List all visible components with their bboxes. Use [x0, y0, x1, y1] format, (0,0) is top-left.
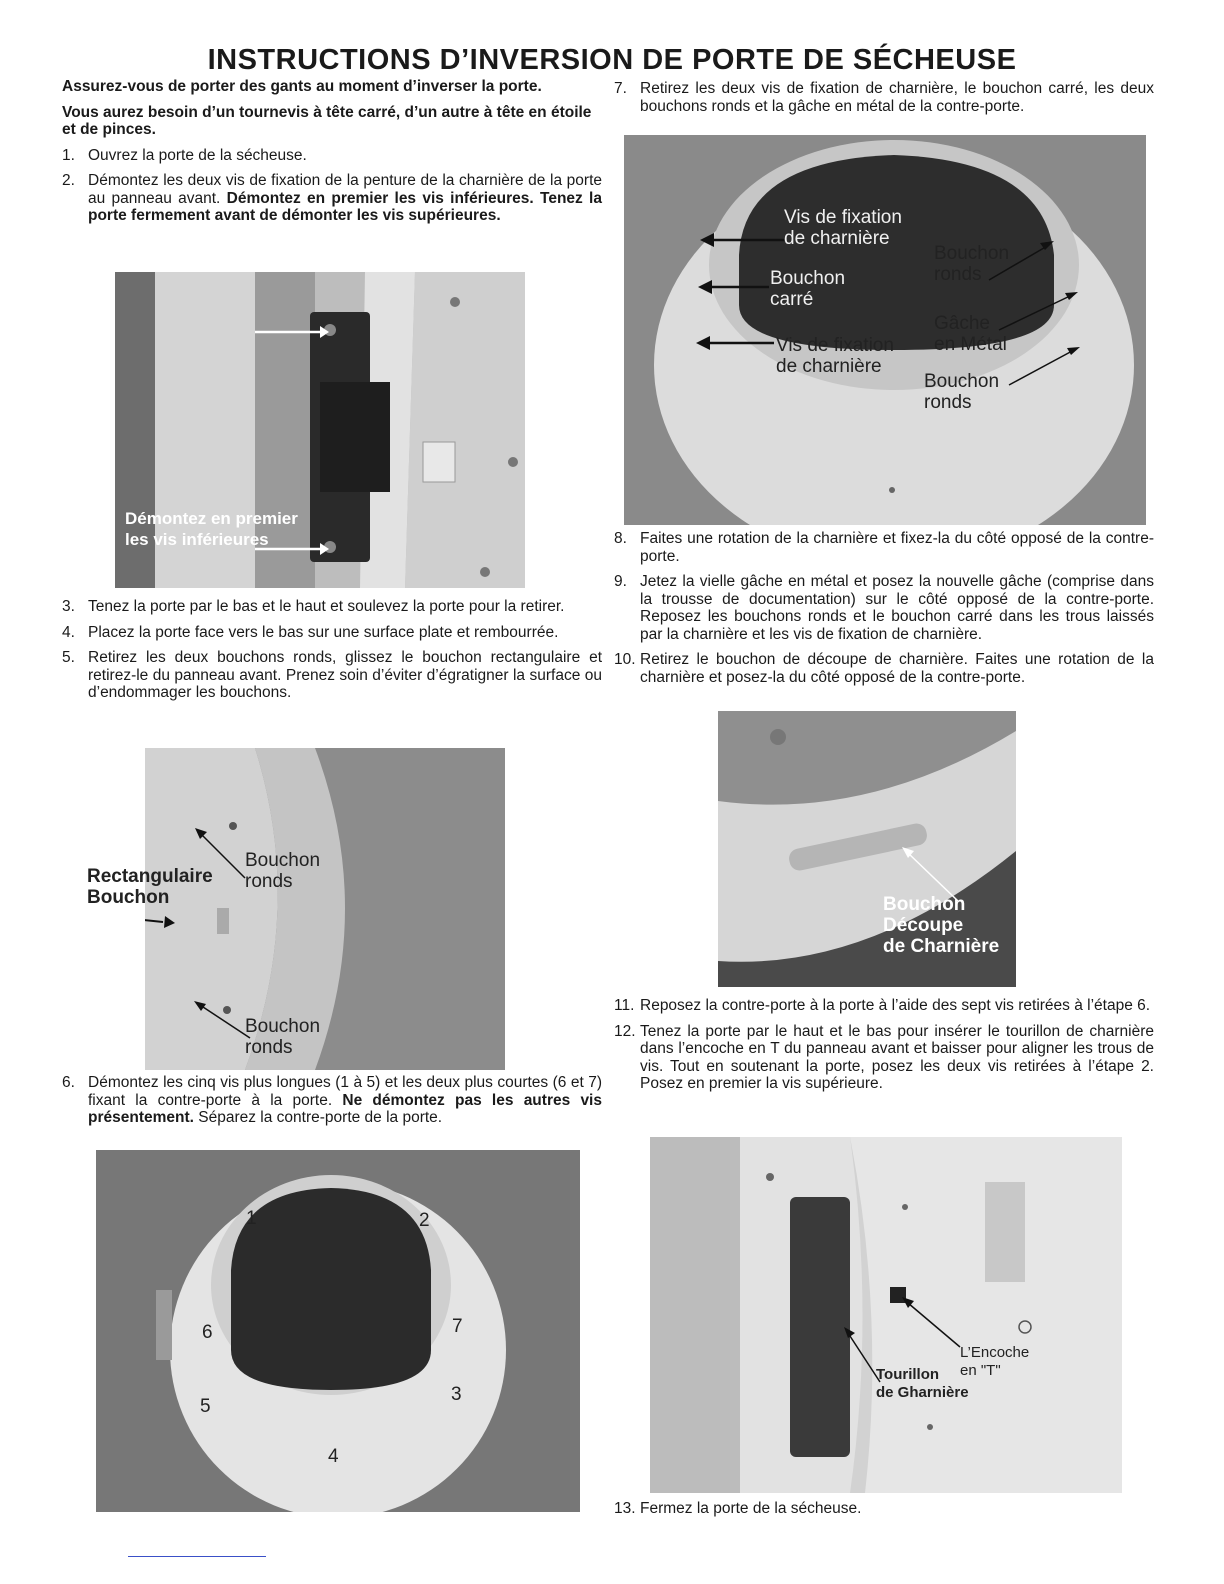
step-number: 5. [62, 649, 75, 666]
step-text: Retirez les deux bouchons ronds, glissez le bouchon rectangulaire et retirez-le du panneau avant. Prenez soin d’éviter d’égratigner la surface ou d’endommager les bouchons. [88, 649, 602, 701]
label-line: Gâche [934, 313, 990, 334]
label-line: de charnière [784, 228, 890, 249]
inner-door-screws-photo [96, 1150, 580, 1512]
label-line: de Gharnière [876, 1384, 969, 1401]
rectangular-plug-label [87, 866, 213, 908]
right-column-top [614, 80, 1154, 123]
hinge-screws-photo [115, 272, 525, 588]
hinge-screws-bottom-label [776, 335, 894, 377]
step-number: 8. [614, 530, 627, 547]
step-10 [614, 651, 1154, 686]
inner-door-hardware-photo [624, 135, 1146, 525]
label-line: Bouchon [883, 894, 966, 915]
screw-number-7: 7 [452, 1316, 463, 1337]
round-plugs-bottom-label [245, 1016, 320, 1058]
step-9 [614, 573, 1154, 643]
left-column-low [62, 1074, 602, 1135]
step-7 [614, 80, 1154, 115]
step-text-bold: Démontez en premier les vis inférieures. Tenez la porte fermement avant de démonter les vis supérieures. [88, 189, 602, 224]
screw-number-5: 5 [200, 1396, 211, 1417]
gloves-warning: Assurez-vous de porter des gants au moment d’inverser la porte. [62, 78, 542, 95]
step-13 [614, 1500, 1154, 1518]
left-column [62, 78, 602, 233]
round-plugs-bottom-label [924, 371, 999, 413]
label-line: en "T" [960, 1362, 1001, 1379]
step-text-normal: Démontez les cinq vis plus longues (1 à 5) et les deux plus courtes (6 et 7) fixant la contre-porte à la porte. [88, 1074, 602, 1109]
step-number: 9. [614, 573, 627, 590]
step-text: Retirez le bouchon de découpe de charnière. Faites une rotation de la charnière et posez-la du côté opposé de la contre-porte. [640, 651, 1154, 686]
hinge-cutout-plug-photo [718, 711, 1016, 987]
tools-needed: Vous aurez besoin d’un tournevis à tête carré, d’un autre à tête en étoile et de pinces. [62, 103, 592, 138]
step-number: 2. [62, 172, 75, 189]
step-12 [614, 1023, 1154, 1093]
step-number: 7. [614, 80, 627, 97]
step-text: Reposez la contre-porte à la porte à l’aide des sept vis retirées à l’étape 6. [640, 997, 1151, 1014]
label-line: ronds [924, 392, 972, 413]
right-column-low [614, 997, 1154, 1101]
step-11 [614, 997, 1154, 1015]
step-number: 11. [614, 997, 635, 1014]
footer-divider [128, 1556, 266, 1557]
front-panel-plugs-drawing [145, 748, 505, 1070]
hinge-pin-label [876, 1366, 969, 1402]
hinge-cutout-plug-label [883, 894, 999, 957]
step-number: 1. [62, 146, 75, 164]
step-1 [62, 147, 602, 165]
left-column-mid [62, 598, 602, 710]
step-text-normal: Démontez les deux vis de fixation de la penture de la charnière de la porte au panneau avant. [88, 172, 602, 207]
step-text: Jetez la vielle gâche en métal et posez la nouvelle gâche (comprise dans la trousse de documentation) sur le côté opposé de la contre-porte. Reposez les bouchons ronds et le bouchon carré dans les trous laissés par la charnière et les vis de fixation de charnière. [640, 573, 1154, 643]
front-panel-plugs-photo [145, 748, 505, 1070]
screw-number-1: 1 [246, 1208, 257, 1229]
label-line: de charnière [776, 356, 882, 377]
metal-strike-label [934, 313, 1007, 355]
label-line: carré [770, 289, 814, 310]
right-column-mid [614, 530, 1154, 694]
label-line: ronds [245, 1037, 293, 1058]
right-column-end [614, 1500, 1154, 1526]
step-number: 12. [614, 1022, 636, 1040]
label-line: de Charnière [883, 936, 1000, 957]
label-line: les vis inférieures [125, 530, 269, 549]
step-3 [62, 598, 602, 616]
step-number: 6. [62, 1074, 75, 1091]
label-line: L’Encoche [960, 1344, 1030, 1361]
screw-number-3: 3 [451, 1384, 462, 1405]
label-line: Bouchon [924, 371, 1000, 392]
step-8 [614, 530, 1154, 565]
hinge-pin-slot-drawing [650, 1137, 1122, 1493]
screw-number-2: 2 [419, 1210, 430, 1231]
step-text [88, 172, 602, 225]
step-text: Fermez la porte de la sécheuse. [640, 1500, 862, 1517]
label-line: Découpe [883, 915, 964, 936]
step-2 [62, 172, 602, 225]
label-line: Bouchon [87, 887, 170, 908]
label-line: Bouchon [245, 1016, 321, 1037]
step-text: Tenez la porte par le bas et le haut et soulevez la porte pour la retirer. [88, 598, 565, 615]
inner-door-hardware-drawing [624, 135, 1146, 525]
label-line: ronds [245, 871, 293, 892]
remove-lower-screws-label [125, 508, 298, 550]
step-number: 3. [62, 598, 75, 615]
step-number: 10. [614, 651, 636, 668]
label-line: en Métal [934, 334, 1007, 355]
round-plugs-top-label [934, 243, 1009, 285]
step-text: Tenez la porte par le haut et le bas pour insérer le tourillon de charnière dans l’encoche en T du panneau avant et baisser pour aligner les trous de vis. Tout en soutenant la porte, posez les deux vis retirées à l’étape 2. Posez en premier la vis supérieure. [640, 1022, 1154, 1092]
label-line: Tourillon [876, 1366, 940, 1383]
step-text: Placez la porte face vers le bas sur une surface plate et rembourrée. [88, 623, 559, 641]
step-text-normal-b: Séparez la contre-porte de la porte. [198, 1109, 443, 1126]
step-text: Retirez les deux vis de fixation de charnière, le bouchon carré, les deux bouchons ronds et la gâche en métal de la contre-porte. [640, 80, 1154, 115]
hinge-pin-slot-photo [650, 1137, 1122, 1493]
step-number: 13. [614, 1500, 636, 1517]
t-slot-label [960, 1344, 1029, 1380]
step-text-bold: Ne démontez pas les autres vis présentement. [88, 1091, 602, 1126]
screw-number-4: 4 [328, 1446, 339, 1467]
hinge-screws-top-label [784, 207, 902, 249]
label-line: Rectangulaire [87, 866, 213, 887]
step-5 [62, 649, 602, 702]
label-line: Démontez en premier [125, 509, 298, 528]
step-number: 4. [62, 623, 75, 641]
screw-number-6: 6 [202, 1322, 213, 1343]
label-line: Bouchon [245, 850, 321, 871]
step-text [88, 1074, 602, 1127]
label-line: Vis de fixation [784, 207, 902, 228]
step-4 [62, 624, 602, 642]
label-line: Vis de fixation [776, 335, 894, 356]
step-text: Faites une rotation de la charnière et fixez-la du côté opposé de la contre-porte. [640, 530, 1154, 565]
step-6 [62, 1074, 602, 1127]
label-line: ronds [934, 264, 982, 285]
page-title: INSTRUCTIONS D’INVERSION DE PORTE DE SÉCHEUSE [207, 44, 1017, 76]
label-line: Bouchon [934, 243, 1010, 264]
round-plugs-top-label [245, 850, 320, 892]
step-text: Ouvrez la porte de la sécheuse. [88, 146, 307, 164]
square-plug-label [770, 268, 845, 310]
label-line: Bouchon [770, 268, 846, 289]
